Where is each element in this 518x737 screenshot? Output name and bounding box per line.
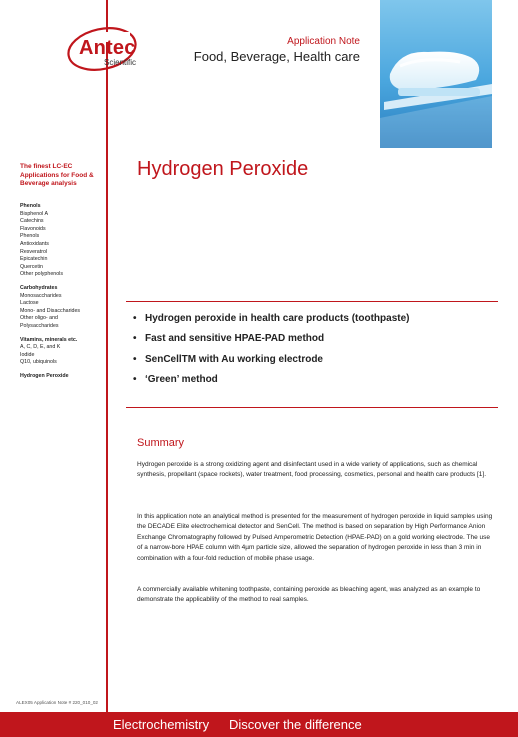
list-item: Polysaccharides: [20, 322, 59, 329]
application-note-label: Application Note: [287, 36, 360, 47]
sidebar-heading: Hydrogen Peroxide: [20, 372, 69, 379]
list-item: Lactose: [20, 300, 39, 307]
list-item: Iodide: [20, 351, 35, 358]
divider-bottom: [126, 407, 498, 408]
list-item: Mono- and Disaccharides: [20, 307, 81, 314]
application-note-title: Food, Beverage, Health care: [193, 49, 360, 64]
sidebar-application-list: [20, 203, 104, 386]
sidebar-group-carbohydrates: [20, 285, 104, 331]
list-item: Catechins: [20, 218, 44, 225]
logo-subtitle: Scientific: [104, 58, 137, 67]
divider-top: [126, 301, 498, 302]
footer-right-text: Discover the difference: [229, 717, 362, 732]
footer-bar: [0, 712, 518, 737]
toothbrush-photo: [380, 0, 492, 148]
bullet-text: Fast and sensitive HPAE-PAD method: [145, 333, 325, 345]
sidebar-group-vitamins: [20, 337, 104, 367]
logo-name: Antec: [79, 37, 136, 59]
list-item: • ‘Green’ method: [133, 373, 218, 385]
sidebar-tagline: The finest LC-EC Applications for Food & Beverage analysis: [20, 163, 94, 188]
paragraph-text: Hydrogen peroxide is a strong oxidizing agent and disinfectant used in a wide variety of applications, such as chemical synthesis, propellant (space rockets), water treatment, food processing, cosmetics, personal and health care products [1].: [137, 461, 487, 479]
list-item: Resveratrol: [20, 248, 48, 255]
highlights-list: [133, 313, 409, 394]
antec-logo: [64, 24, 146, 74]
bullet-text: ‘Green’ method: [145, 373, 218, 385]
red-vertical-line: [106, 0, 108, 712]
list-item: Other polyphenols: [20, 271, 63, 278]
list-item: A, C, D, E, and K: [20, 344, 61, 351]
footer-left-text: Electrochemistry: [113, 717, 210, 732]
summary-paragraph-3: [137, 585, 493, 606]
sidebar-heading: Vitamins, minerals etc.: [20, 336, 78, 343]
bullet-text: Hydrogen peroxide in health care products (toothpaste): [145, 313, 410, 324]
summary-paragraph-2: [137, 512, 493, 564]
list-item: Antioxidants: [20, 240, 49, 247]
paragraph-text: A commercially available whitening toothpaste, containing peroxide as bleaching agent, was analyzed as an example to demonstrate the applicability of the method to real samples.: [137, 586, 481, 604]
list-item: Monosaccharides: [20, 292, 62, 299]
sidebar-heading: Carbohydrates: [20, 284, 58, 291]
bullet-text: SenCellTM with Au working electrode: [145, 353, 323, 365]
list-item: Bisphenol A: [20, 210, 48, 217]
list-item: Other oligo- and: [20, 315, 58, 322]
list-item: Q10, ubiquinols: [20, 359, 57, 366]
paragraph-text: In this application note an analytical method is presented for the measurement of hydrogen peroxide in liquid samples using the DECADE Elite electrochemical detector and SenCell. The method is based on separation by High Performance Anion Exchange Chromatography followed by Pulsed Amperometric Detection (HPAE-PAD) on a gold working electrode. The use of a narrow-bore HPAE column with 4µm particle size, allowed the separation of hydrogen peroxide in less than 3 min in combination with a four-fold reduction of mobile phase usage.: [137, 513, 493, 562]
summary-paragraph-1: [137, 460, 493, 481]
list-item: Flavonoids: [20, 225, 46, 232]
sidebar-heading: Phenols: [20, 203, 41, 209]
list-item: • Fast and sensitive HPAE-PAD method: [133, 333, 325, 345]
document-number: ALEX05 Application Note # 220_010_02: [16, 700, 98, 705]
sidebar-group-phenols: [20, 203, 104, 279]
summary-heading: Summary: [137, 437, 185, 449]
list-item: • Hydrogen peroxide in health care products (toothpaste): [133, 313, 410, 324]
page-title: Hydrogen Peroxide: [137, 158, 309, 180]
sidebar-group-hydrogen-peroxide: [20, 373, 104, 381]
list-item: Phenols: [20, 233, 40, 240]
list-item: Quercetin: [20, 263, 43, 270]
list-item: Epicatechin: [20, 256, 48, 263]
list-item: • SenCellTM with Au working electrode: [133, 353, 323, 365]
